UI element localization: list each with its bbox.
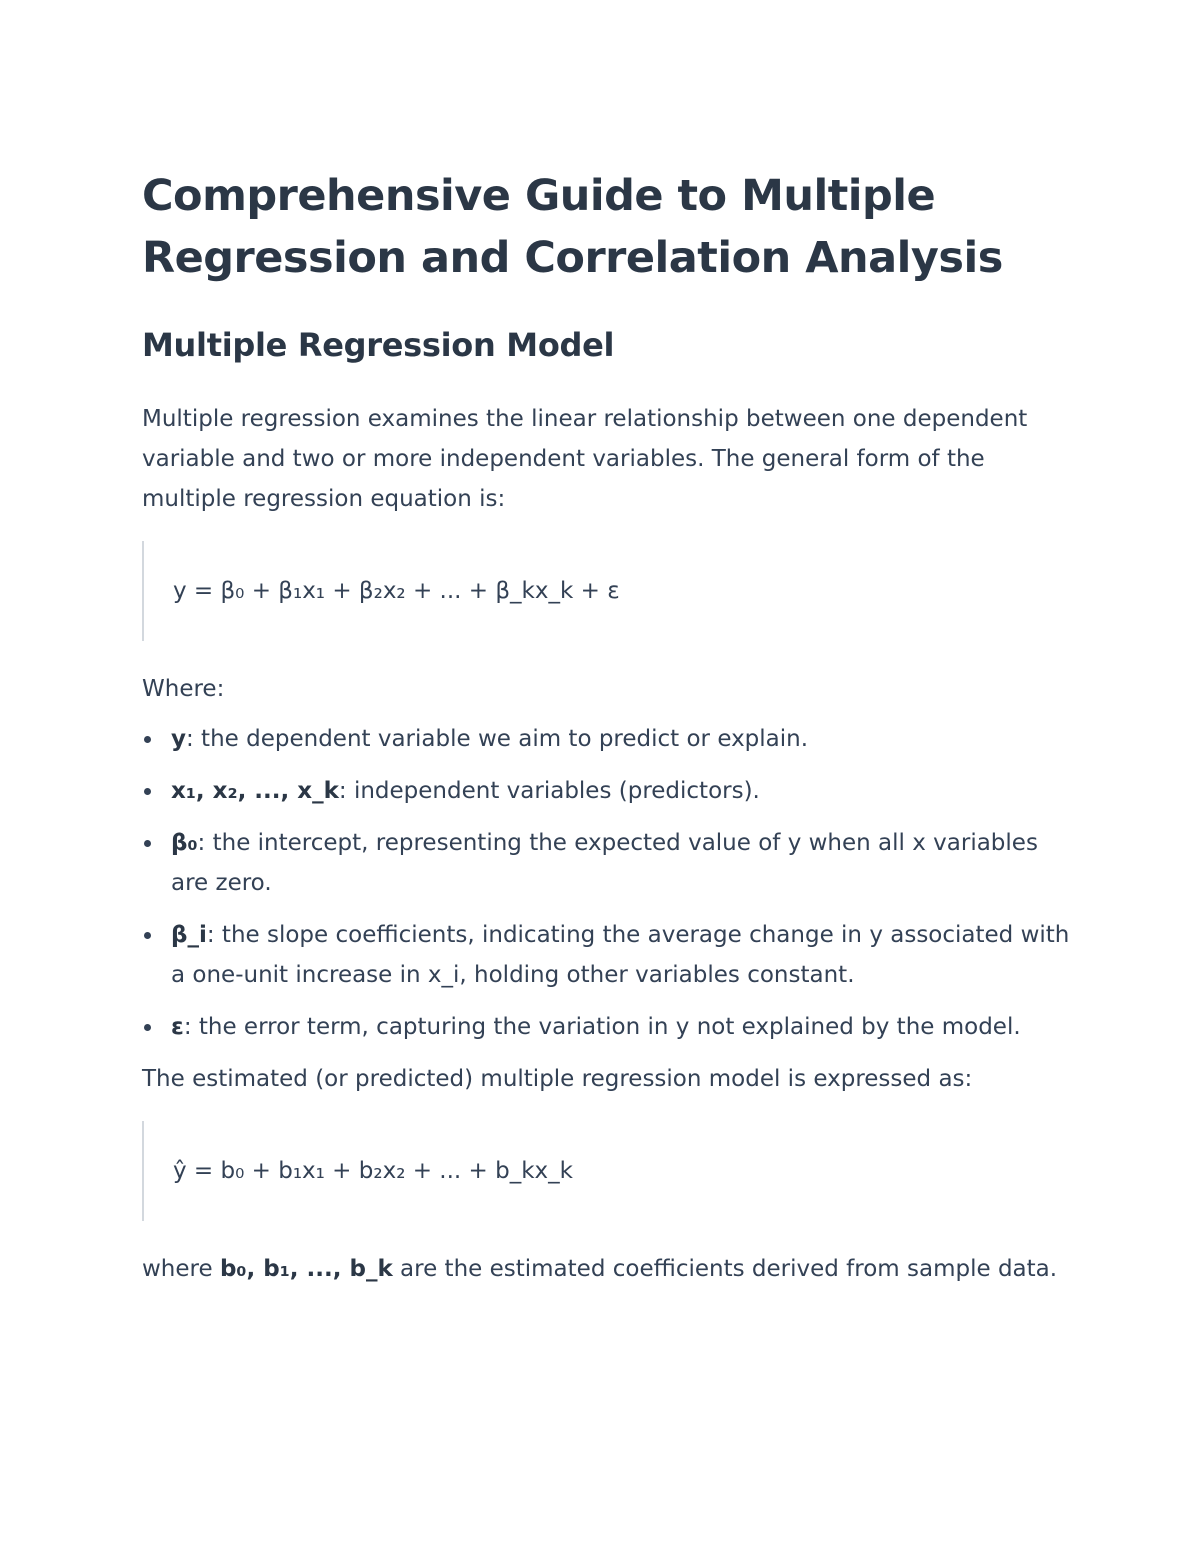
list-item	[142, 1007, 1072, 1047]
definition-list	[142, 719, 1072, 1047]
bullet-icon	[144, 736, 151, 743]
definition-text: : the error term, capturing the variation in y not explained by the model.	[183, 1014, 1021, 1040]
list-item	[142, 771, 1072, 811]
list-item	[142, 719, 1072, 759]
document-page	[142, 165, 1072, 1289]
definition-term: y	[171, 726, 186, 752]
intro-paragraph: Multiple regression examines the linear relationship between one dependent variable and two or more independent variables. The general form of the multiple regression equation is:	[142, 406, 1028, 512]
bullet-icon	[144, 1024, 151, 1031]
definition-text: : the intercept, representing the expected value of y when all x variables are zero.	[171, 830, 1038, 896]
definition-term: ε	[171, 1014, 184, 1040]
definition-text: : the slope coefficients, indicating the average change in y associated with a one-unit increase in x_i, holding other variables constant.	[171, 922, 1070, 988]
definition-text: : the dependent variable we aim to predict or explain.	[186, 726, 809, 752]
bullet-icon	[144, 840, 151, 847]
equation-text: y = β₀ + β₁x₁ + β₂x₂ + ... + β_kx_k + ε	[173, 578, 620, 604]
estimated-equation	[142, 1121, 1072, 1221]
list-item	[142, 915, 1072, 995]
estimated-intro: The estimated (or predicted) multiple regression model is expressed as:	[142, 1066, 973, 1092]
definition-term: x₁, x₂, ..., x_k	[171, 778, 339, 804]
closing-term: b₀, b₁, ..., b_k	[219, 1256, 393, 1282]
bullet-icon	[144, 932, 151, 939]
definition-text: : independent variables (predictors).	[338, 778, 760, 804]
bullet-icon	[144, 788, 151, 795]
closing-paragraph	[142, 1249, 1072, 1289]
definition-term: β₀	[171, 830, 198, 856]
closing-suffix: are the estimated coefficients derived from sample data.	[392, 1256, 1058, 1282]
closing-prefix: where	[142, 1256, 220, 1282]
list-item	[142, 823, 1072, 903]
page-title: Comprehensive Guide to Multiple Regression and Correlation Analysis	[142, 171, 1003, 283]
definition-term: β_i	[171, 922, 207, 948]
where-label: Where:	[142, 676, 225, 702]
population-equation	[142, 541, 1072, 641]
section-heading: Multiple Regression Model	[142, 326, 615, 364]
equation-text: ŷ = b₀ + b₁x₁ + b₂x₂ + ... + b_kx_k	[173, 1158, 573, 1184]
